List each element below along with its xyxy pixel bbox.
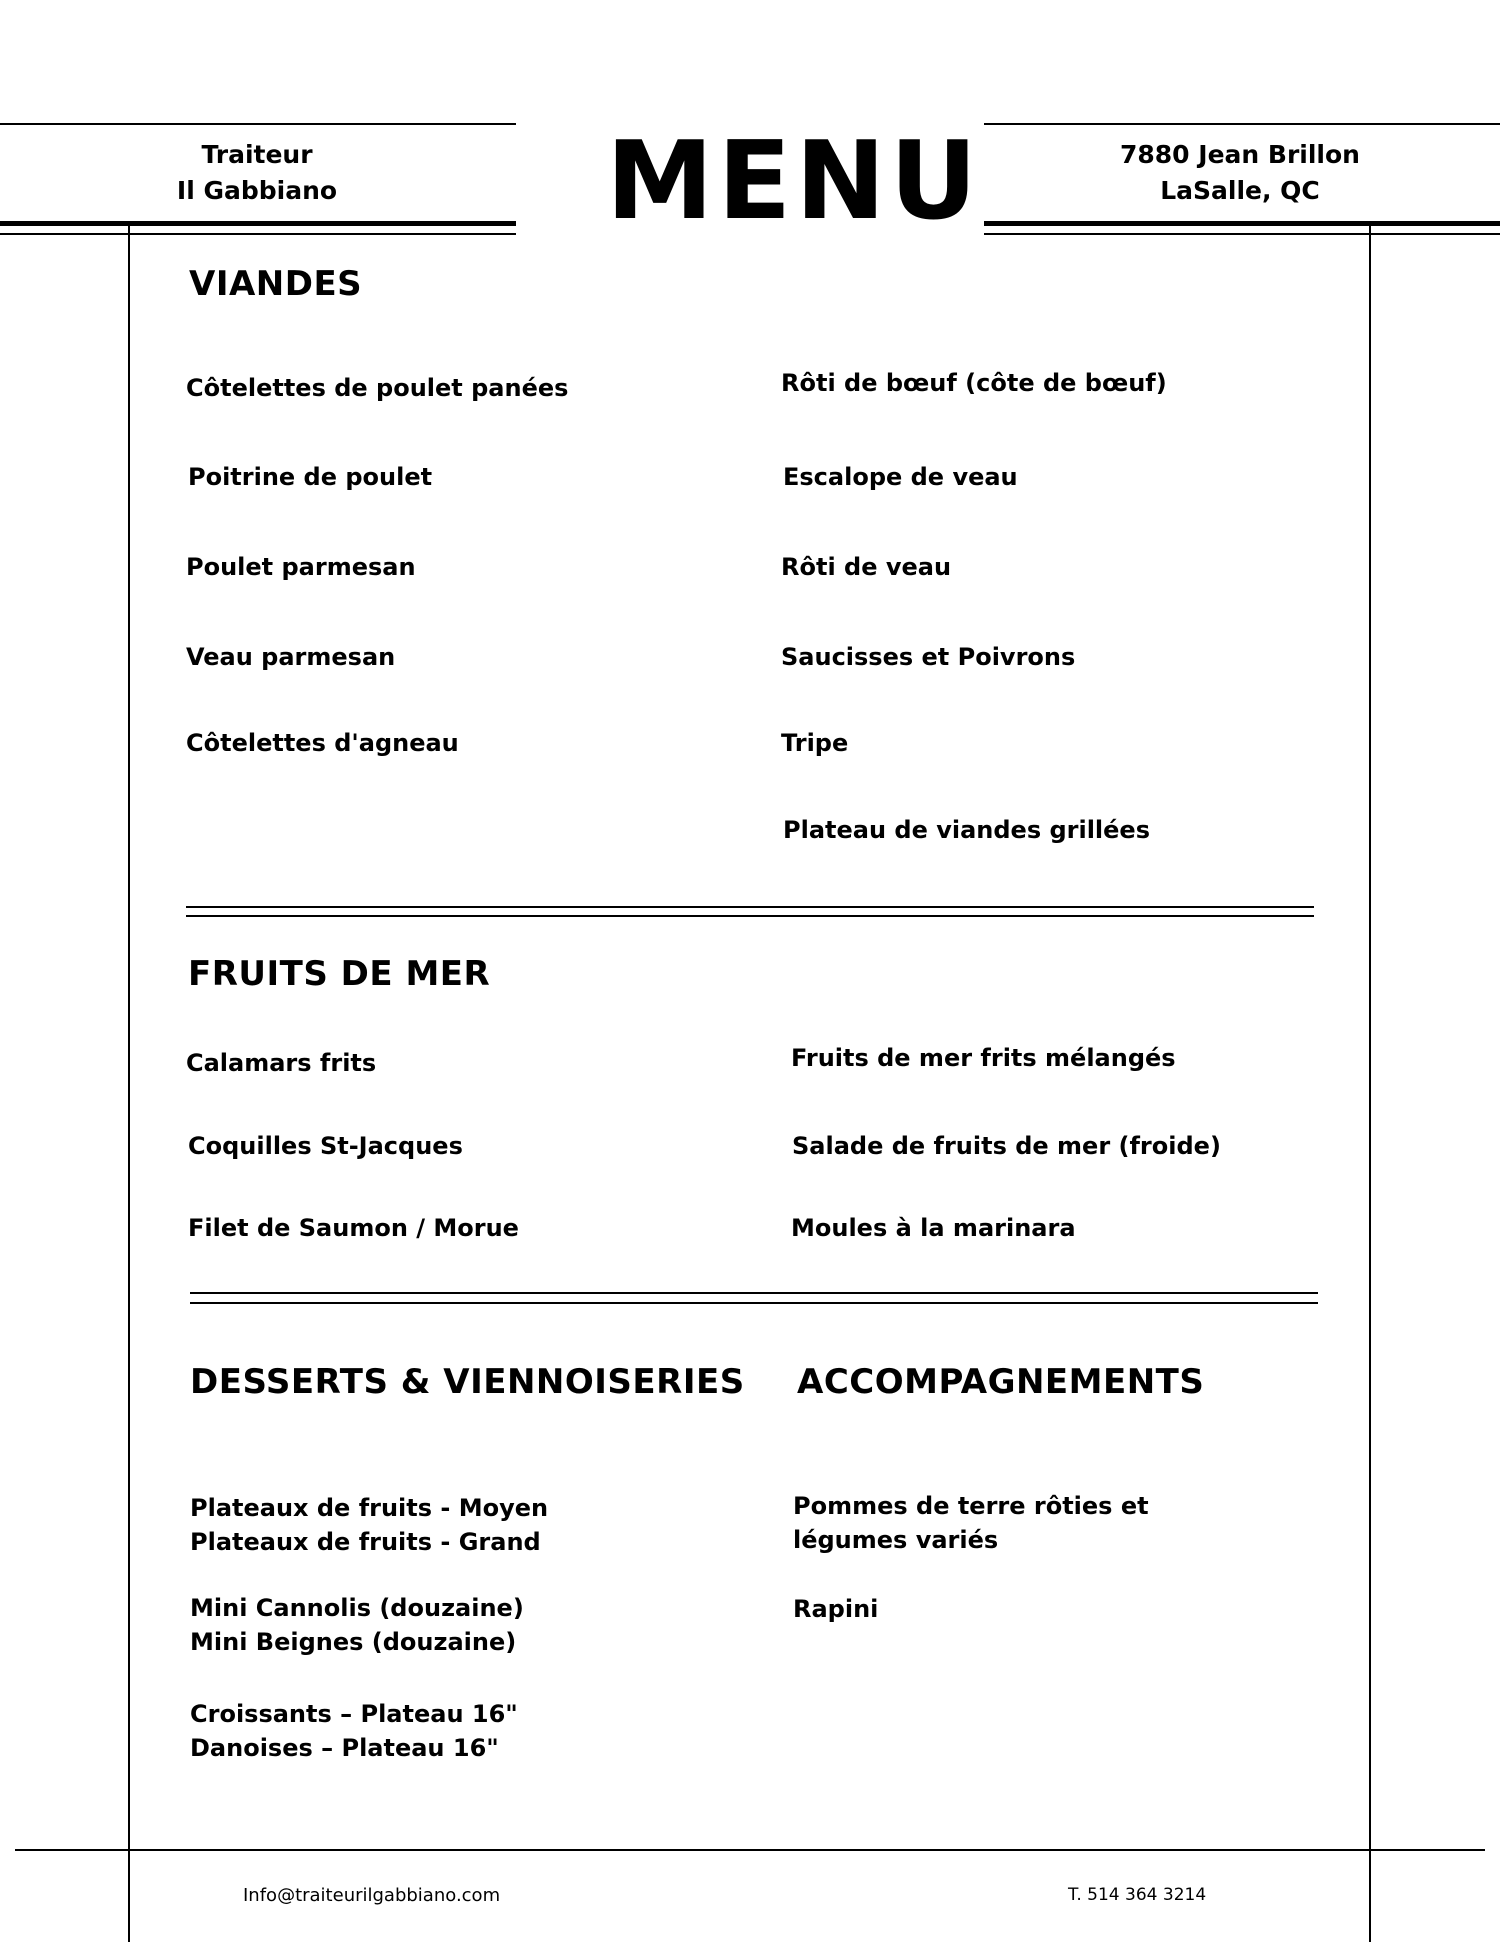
menu-item: Plateaux de fruits - Moyen <box>190 1494 549 1522</box>
menu-item: Pommes de terre rôties et <box>793 1492 1149 1520</box>
menu-item: Salade de fruits de mer (froide) <box>792 1132 1221 1160</box>
address-line-1: 7880 Jean Brillon <box>1120 140 1360 169</box>
footer-rule <box>15 1849 1485 1851</box>
menu-item: Plateau de viandes grillées <box>783 816 1150 844</box>
menu-item: Danoises – Plateau 16" <box>190 1734 499 1762</box>
header-right-top-rule <box>984 123 1500 125</box>
section-heading-viandes: VIANDES <box>189 264 363 304</box>
menu-item: Rapini <box>793 1595 879 1623</box>
section-heading-accompagnements: ACCOMPAGNEMENTS <box>797 1362 1205 1402</box>
divider-2b <box>190 1302 1318 1304</box>
menu-item: Rôti de bœuf (côte de bœuf) <box>781 369 1167 397</box>
menu-item: Calamars frits <box>186 1049 377 1077</box>
menu-item: Mini Beignes (douzaine) <box>190 1628 517 1656</box>
menu-item: Fruits de mer frits mélangés <box>791 1044 1176 1072</box>
menu-item: Escalope de veau <box>783 463 1018 491</box>
menu-item: Côtelettes d'agneau <box>186 729 459 757</box>
footer-phone: T. 514 364 3214 <box>1068 1885 1207 1905</box>
divider-1a <box>186 906 1314 908</box>
menu-item: Mini Cannolis (douzaine) <box>190 1594 524 1622</box>
business-name <box>107 137 407 209</box>
divider-2a <box>190 1292 1318 1294</box>
section-heading-desserts: DESSERTS & VIENNOISERIES <box>190 1362 745 1402</box>
menu-item: Croissants – Plateau 16" <box>190 1700 518 1728</box>
page-title: MENU <box>606 119 982 244</box>
menu-item: Côtelettes de poulet panées <box>186 374 569 402</box>
footer-email: Info@traiteurilgabbiano.com <box>243 1885 501 1906</box>
menu-item: Tripe <box>781 729 849 757</box>
frame-left-vertical <box>128 226 130 1942</box>
business-line-1: Traiteur <box>201 140 313 169</box>
header-right-bottom-rule-thick <box>984 221 1500 226</box>
address <box>1090 137 1390 209</box>
divider-1b <box>186 915 1314 917</box>
frame-right-vertical <box>1369 226 1371 1942</box>
menu-item: Coquilles St-Jacques <box>188 1132 463 1160</box>
menu-item: légumes variés <box>793 1526 999 1554</box>
menu-item: Poulet parmesan <box>186 553 416 581</box>
header-right-bottom-rule-thin <box>984 233 1500 235</box>
menu-item: Rôti de veau <box>781 553 952 581</box>
address-line-2: LaSalle, QC <box>1160 176 1320 205</box>
section-heading-fruits-de-mer: FRUITS DE MER <box>188 954 491 994</box>
menu-item: Plateaux de fruits - Grand <box>190 1528 541 1556</box>
menu-item: Poitrine de poulet <box>188 463 433 491</box>
header-left-top-rule <box>0 123 516 125</box>
menu-item: Filet de Saumon / Morue <box>188 1214 519 1242</box>
business-line-2: Il Gabbiano <box>176 176 338 205</box>
menu-item: Saucisses et Poivrons <box>781 643 1076 671</box>
header-left-bottom-rule-thin <box>0 233 516 235</box>
menu-item: Veau parmesan <box>186 643 396 671</box>
menu-item: Moules à la marinara <box>791 1214 1076 1242</box>
header-left-bottom-rule-thick <box>0 221 516 226</box>
